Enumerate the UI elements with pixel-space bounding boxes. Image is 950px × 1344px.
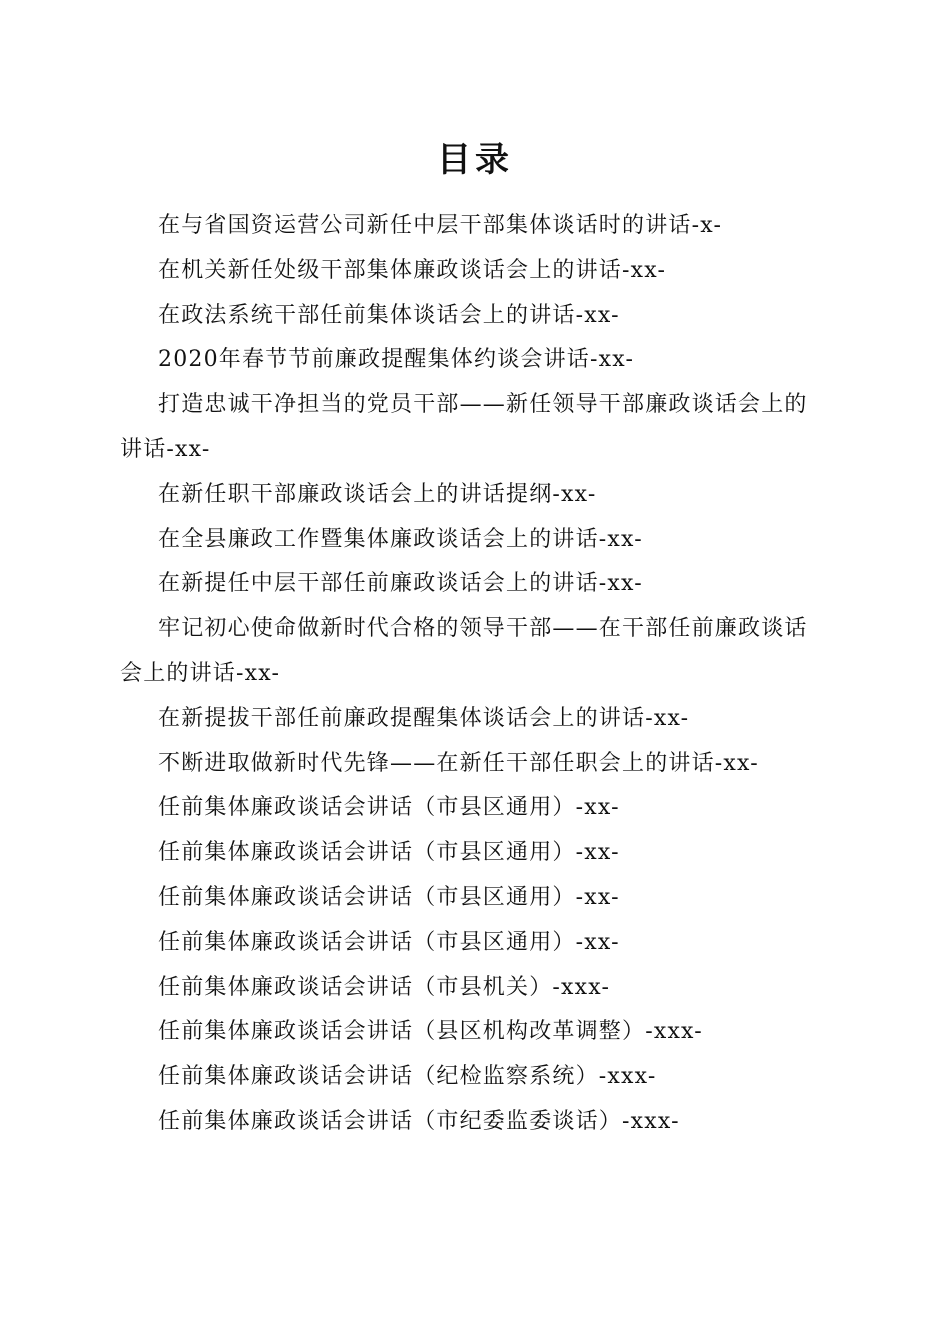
toc-entry: 打造忠诚干净担当的党员干部——新任领导干部廉政谈话会上的讲话-xx- bbox=[120, 392, 808, 462]
table-of-contents bbox=[120, 204, 826, 1145]
toc-entry: 任前集体廉政谈话会讲话（县区机构改革调整）-xxx- bbox=[158, 1019, 703, 1045]
toc-entry: 在与省国资运营公司新任中层干部集体谈话时的讲话-x- bbox=[158, 213, 723, 238]
page-title: 目录 bbox=[437, 140, 513, 180]
toc-entry: 在机关新任处级干部集体廉政谈话会上的讲话-xx- bbox=[158, 257, 667, 283]
toc-entry: 任前集体廉政谈话会讲话（市县区通用）-xx- bbox=[158, 795, 620, 821]
toc-entry: 不断进取做新时代先锋——在新任干部任职会上的讲话-xx- bbox=[158, 750, 759, 776]
toc-entry: 在全县廉政工作暨集体廉政谈话会上的讲话-xx- bbox=[158, 526, 643, 552]
toc-entry: 任前集体廉政谈话会讲话（市县区通用）-xx- bbox=[158, 840, 620, 866]
toc-entry: 在新提拔干部任前廉政提醒集体谈话会上的讲话-xx- bbox=[158, 705, 690, 731]
toc-entry: 牢记初心使命做新时代合格的领导干部——在干部任前廉政谈话会上的讲话-xx- bbox=[120, 616, 808, 686]
toc-entry: 任前集体廉政谈话会讲话（市县区通用）-xx- bbox=[158, 884, 620, 910]
toc-entry: 在政法系统干部任前集体谈话会上的讲话-xx- bbox=[158, 302, 620, 328]
toc-entry: 在新提任中层干部任前廉政谈话会上的讲话-xx- bbox=[158, 571, 643, 597]
toc-entry: 任前集体廉政谈话会讲话（市县区通用）-xx- bbox=[158, 929, 620, 955]
toc-entry: 在新任职干部廉政谈话会上的讲话提纲-xx- bbox=[158, 481, 597, 507]
toc-entry: 任前集体廉政谈话会讲话（市纪委监委谈话）-xxx- bbox=[158, 1108, 680, 1134]
toc-entry: 任前集体廉政谈话会讲话（市县机关）-xxx- bbox=[158, 974, 611, 1000]
toc-entry: 任前集体廉政谈话会讲话（纪检监察系统）-xxx- bbox=[158, 1064, 657, 1090]
toc-entry: 2020年春节节前廉政提醒集体约谈会讲话-xx- bbox=[158, 347, 635, 373]
